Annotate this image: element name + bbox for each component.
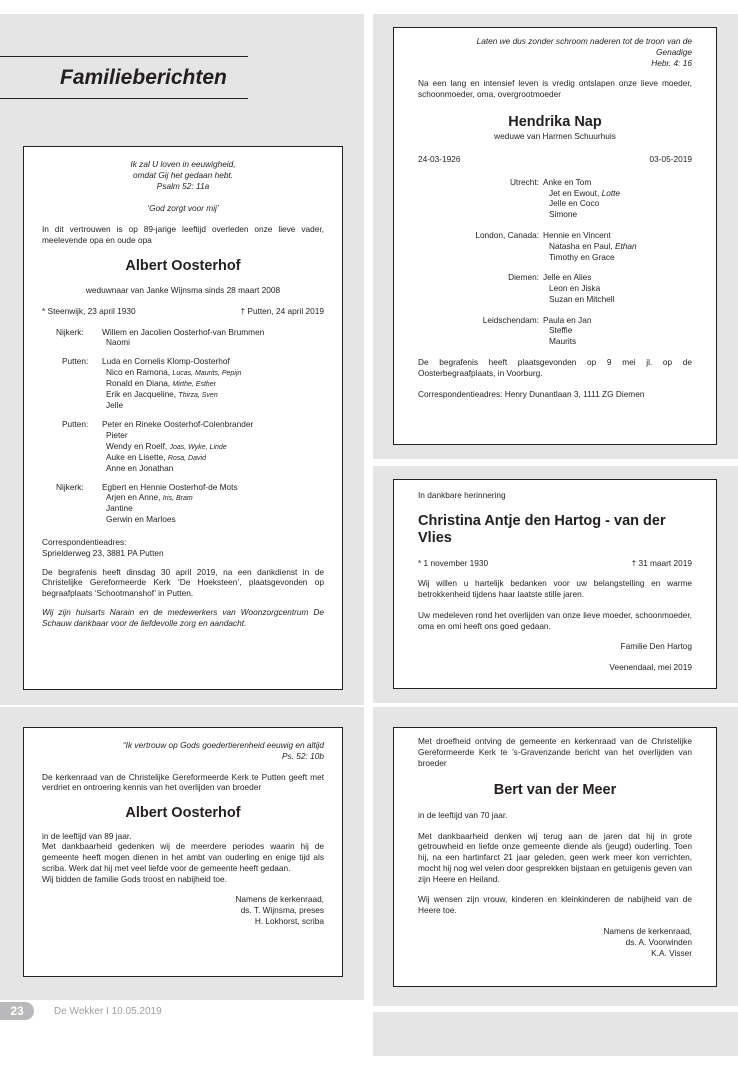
intro-text: In dit vertrouwen is op 89-jarige leeftijd overleden onze lieve vader, meelevende opa en oude opa (42, 224, 324, 245)
deceased-name: Albert Oosterhof (125, 257, 241, 274)
thanks-text: Wij zijn huisarts Narain en de medewerkers van Woonzorgcentrum De Schauw dankbaar voor de liefdevolle zorg en aandacht. (42, 606, 324, 628)
correspondence (42, 537, 324, 559)
wish-text: Wij wensen zijn vrouw, kinderen en kleinkinderen de nabijheid van de Heere toe. (418, 894, 692, 916)
family-child: Jantine (106, 503, 133, 514)
family-parents: Egbert en Hennie Oosterhof-de Mots (102, 481, 238, 492)
family-location: Putten: (62, 419, 89, 430)
life-dates (418, 558, 692, 569)
family-block (42, 356, 324, 411)
child-name: Nico en Ramona, (106, 366, 171, 377)
family-line: Leon en Jiska (549, 283, 601, 294)
signature-line: H. Lokhorst, scriba (254, 915, 324, 926)
child-name: Ronald en Diana, (106, 378, 171, 389)
funeral-text: De begrafenis heeft plaatsgevonden op 9 mei jl. op de Oosterbegraafplaats, in Voorburg. (418, 357, 692, 378)
grandchildren: Rosa, David (167, 454, 206, 462)
intro-text: Met droefheid ontving de gemeente en kerkenraad van de Christelijke Gereformeerde Kerk te ’s-Gravenzande bericht van het overlijden van broeder (418, 736, 692, 768)
family-block (418, 315, 692, 347)
family-line: Steffie (549, 325, 573, 336)
family-location: Nijkerk: (56, 481, 84, 492)
family-child: Pieter (106, 429, 128, 440)
grandchildren: Ethan (614, 240, 637, 251)
quote-line: “Ik vertrouw op Gods goedertierenheid eeuwig en altijd (122, 740, 324, 750)
intro-text: Na een lang en intensief leven is vredig ontslapen onze lieve moeder, schoonmoeder, oma, overgrootmoeder (418, 78, 692, 100)
family-block (42, 482, 324, 525)
family-parents-line (56, 327, 324, 338)
family-child: Gerwin en Marloes (106, 514, 176, 525)
quote (42, 159, 324, 191)
family-parents-line (56, 482, 324, 493)
widow-text: weduwe van Harmen Schuurhuis (494, 131, 616, 142)
body-text: Met dankbaarheid gedenken wij de meerdere periodes waarin hij de gemeente heeft mogen dienen in het ambt van ouderling en enige tijd als scriba. Werk dat hij met veel liefde voor de gemeente heeft gedaan. (42, 841, 324, 873)
thanks-paragraph: Wij willen u hartelijk bedanken voor uw belangstelling en warme betrokkenheid tijdens haar laatste stille jaren. (418, 578, 692, 600)
child-name: Natasha en Paul, (549, 240, 613, 251)
family-line: Suzan en Mitchell (549, 293, 615, 304)
quote (418, 36, 692, 68)
signature-line: K.A. Visser (651, 947, 692, 958)
death-date: 03-05-2019 (649, 154, 692, 165)
family-block (418, 272, 692, 304)
signature (418, 926, 692, 958)
family-child (106, 441, 324, 452)
age-text: in de leeftijd van 89 jaar. (42, 830, 132, 841)
family-line: Anke en Tom (543, 176, 592, 187)
signature-line: Namens de kerkenraad, (235, 894, 324, 905)
correspondence-label: Correspondentieadres: (42, 537, 127, 548)
family-line: Simone (549, 209, 578, 220)
title-rule-top (0, 56, 248, 57)
deceased-name: Albert Oosterhof (125, 805, 241, 822)
widower-text: weduwnaar van Janke Wijnsma sinds 28 maart 2008 (85, 285, 281, 296)
quote-line: omdat Gij het gedaan hebt. (132, 169, 234, 180)
signature-line: ds. T. Wijnsma, preses (240, 905, 324, 916)
family-location: Putten: (62, 356, 89, 367)
quote-line: Laten we dus zonder schroom naderen tot de troon van de (476, 36, 692, 46)
family-line: Maurits (549, 336, 577, 347)
family-location: London, Canada: (475, 229, 539, 240)
family-line: Jelle en Coco (549, 198, 600, 209)
signature-line: ds. A. Voorwinden (625, 936, 692, 947)
child-name: Erik en Jacqueline, (106, 389, 177, 400)
panel-right-footer (373, 1012, 738, 1056)
family-line: Hennie en Vincent (543, 229, 611, 240)
body-text: Met dankbaarheid denken wij terug aan de jaren dat hij in grote getrouwheid en liefde onze gemeente diende als (jeugd) ouderling. Toen hij, na een hartinfarct 21 jaar geleden, geen werk meer kon verrichten, mocht hij nog wel velen door gesprekken bijstaan en getuigenis geven van zijn Heere en Heiland. (418, 830, 692, 884)
family-child (106, 389, 324, 400)
obituary-oosterhof-family (23, 146, 343, 690)
publication-info: De Wekker I 10.05.2019 (54, 1006, 162, 1017)
family-block (418, 230, 692, 262)
child-name: Jet en Ewout, (549, 187, 600, 198)
child-name: Arjen en Anne, (106, 492, 161, 503)
funeral-text: De begrafenis heeft dinsdag 30 april 2019, na een dankdienst in de Christelijke Gereformeerde Kerk ‘De Hoeksteen’, plaatsgevonden op begraafplaats ‘Schootmanshof’ in Putten. (42, 566, 324, 599)
family-line: Paula en Jan (543, 314, 592, 325)
death-date: † 31 maart 2019 (631, 557, 692, 568)
intro-text: De kerkenraad van de Christelijke Gereformeerde Kerk te Putten geeft met verdriet en ontroering kennis van het overlijden van broeder (42, 771, 324, 793)
wish-text: Wij bidden de familie Gods troost en nabijheid toe. (42, 873, 227, 884)
family-location: Diemen: (508, 272, 539, 283)
family-block (418, 177, 692, 220)
quote-line: Ik zal U loven in eeuwigheid, (130, 159, 236, 169)
family-parents-line (56, 419, 324, 430)
family-parents: Luda en Cornelis Klomp-Oosterhof (102, 356, 230, 367)
deceased-name: Bert van der Meer (493, 782, 617, 799)
grandchildren: Joas, Wyke, Linde (169, 443, 227, 451)
quote-line: Psalm 52: 11a (156, 180, 210, 191)
grandchildren: Thirza, Sven (178, 392, 218, 400)
quote (42, 740, 324, 762)
thank-you-den-hartog (393, 479, 717, 689)
deceased-name: Christina Antje den Hartog - van der Vlies (418, 512, 666, 547)
obituary-nap (393, 27, 717, 445)
family-line (543, 188, 692, 199)
family-line: Timothy en Grace (549, 251, 615, 262)
correspondence-address: Sprielderweg 23, 3881 PA Putten (42, 547, 164, 558)
motto: ‘God zorgt voor mij’ (147, 203, 219, 214)
obituary-oosterhof-church (23, 727, 343, 977)
family-parents-line (56, 356, 324, 367)
birth-date: * Steenwijk, 23 april 1930 (42, 305, 136, 316)
thanks-paragraph: Uw medeleven rond het overlijden van onze lieve moeder, schoonmoeder, oma en omi heeft ons goed gedaan. (418, 609, 692, 631)
family-line (543, 241, 692, 252)
family-child (106, 452, 324, 463)
grandchildren: Iris, Bram (162, 495, 193, 503)
family-parents: Peter en Rineke Oosterhof-Colenbrander (102, 419, 254, 430)
family-parents: Willem en Jacolien Oosterhof-van Brummen (102, 326, 265, 337)
deceased-name: Hendrika Nap (508, 113, 602, 130)
age-text: in de leeftijd van 70 jaar. (418, 809, 508, 820)
family-child (106, 367, 324, 378)
family-signature: Familie Den Hartog (620, 641, 692, 652)
quote-line: Hebr. 4: 16 (651, 57, 692, 68)
quote-line: Ps. 52: 10b (282, 750, 324, 761)
birth-date: * 1 november 1930 (418, 557, 489, 568)
place-date: Veenendaal, mei 2019 (609, 662, 692, 673)
title-rule-bottom (0, 98, 248, 99)
heading: In dankbare herinnering (418, 490, 506, 500)
family-child: Naomi (106, 337, 130, 348)
grandchildren: Lotte (601, 187, 621, 198)
family-line: Jelle en Alies (543, 272, 592, 283)
family-block (42, 419, 324, 474)
child-name: Wendy en Roelf, (106, 440, 168, 451)
family-child: Jelle (106, 400, 124, 411)
family-block (42, 327, 324, 349)
child-name: Auke en Lisette, (106, 451, 166, 462)
grandchildren: Mirthe, Esther (172, 381, 217, 389)
life-dates (42, 306, 324, 317)
family-location: Utrecht: (509, 176, 539, 187)
signature (42, 894, 324, 926)
grandchildren: Lucas, Maurits, Pepijn (172, 369, 242, 377)
family-child (106, 492, 324, 503)
correspondence: Correspondentieadres: Henry Dunantlaan 3, 1111 ZG Diemen (418, 388, 645, 399)
section-title: Familieberichten (60, 66, 227, 89)
life-dates (418, 154, 692, 165)
obituary-van-der-meer (393, 727, 717, 987)
family-child (106, 378, 324, 389)
quote-line: Genadige (656, 46, 692, 57)
page-number-badge: 23 (0, 1002, 34, 1020)
family-location: Leidschendam: (482, 314, 539, 325)
family-location: Nijkerk: (56, 326, 84, 337)
family-child: Anne en Jonathan (106, 462, 174, 473)
birth-date: 24-03-1926 (418, 154, 461, 165)
death-date: † Putten, 24 april 2019 (240, 305, 324, 316)
signature-line: Namens de kerkenraad, (603, 925, 692, 936)
